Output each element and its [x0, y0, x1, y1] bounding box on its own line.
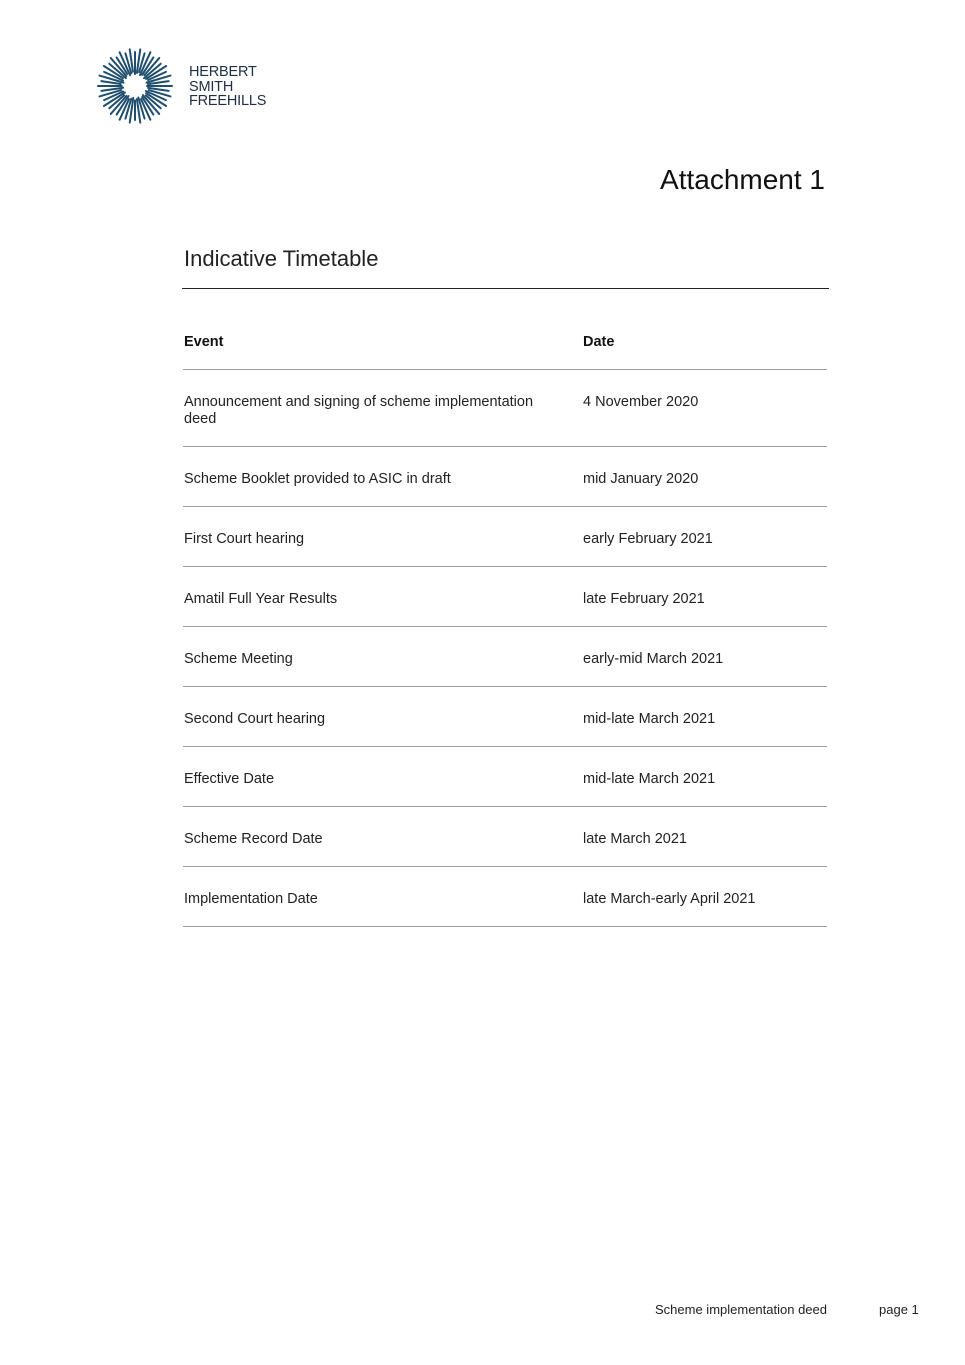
event-cell: Effective Date — [184, 771, 275, 787]
table-header-row — [183, 310, 827, 370]
date-cell: mid-late March 2021 — [583, 771, 716, 787]
event-cell: Amatil Full Year Results — [184, 591, 338, 607]
firm-name — [189, 65, 266, 109]
date-cell: mid January 2020 — [583, 471, 699, 487]
table-row — [183, 447, 827, 507]
header-event: Event — [184, 334, 224, 350]
firm-name-line-2: SMITH — [189, 78, 234, 95]
table-row — [183, 747, 827, 807]
event-cell: First Court hearing — [184, 531, 305, 547]
table-row — [183, 807, 827, 867]
attachment-title: Attachment 1 — [660, 164, 825, 195]
firm-name-line-1: HERBERT — [189, 64, 257, 80]
event-cell: Scheme Record Date — [184, 831, 323, 847]
event-cell: Scheme Meeting — [184, 651, 293, 667]
event-cell: Second Court hearing — [184, 711, 326, 727]
table-row — [183, 627, 827, 687]
table-row — [183, 370, 827, 447]
firm-name-line-3: FREEHILLS — [189, 93, 267, 109]
event-cell: Implementation Date — [184, 891, 318, 907]
date-cell: early-mid March 2021 — [583, 651, 724, 667]
table-row — [183, 867, 827, 927]
date-cell: late March 2021 — [583, 831, 687, 847]
table-row — [183, 687, 827, 747]
section-divider — [182, 288, 829, 289]
event-cell: Scheme Booklet provided to ASIC in draft — [184, 471, 451, 487]
date-cell: early February 2021 — [583, 531, 713, 547]
firm-logo — [96, 47, 296, 127]
header-date: Date — [583, 334, 615, 350]
table-row — [183, 507, 827, 567]
section-title: Indicative Timetable — [184, 246, 379, 271]
footer-document-name: Scheme implementation deed — [655, 1302, 827, 1317]
sunburst-logo-icon — [96, 47, 176, 127]
date-cell: mid-late March 2021 — [583, 711, 716, 727]
date-cell: late February 2021 — [583, 591, 705, 607]
date-cell: late March-early April 2021 — [583, 891, 756, 907]
footer-page-number: page 1 — [879, 1302, 919, 1317]
table-row — [183, 567, 827, 627]
event-cell: Announcement and signing of scheme implementation deed — [184, 394, 534, 427]
date-cell: 4 November 2020 — [583, 394, 699, 410]
timetable — [183, 310, 827, 927]
